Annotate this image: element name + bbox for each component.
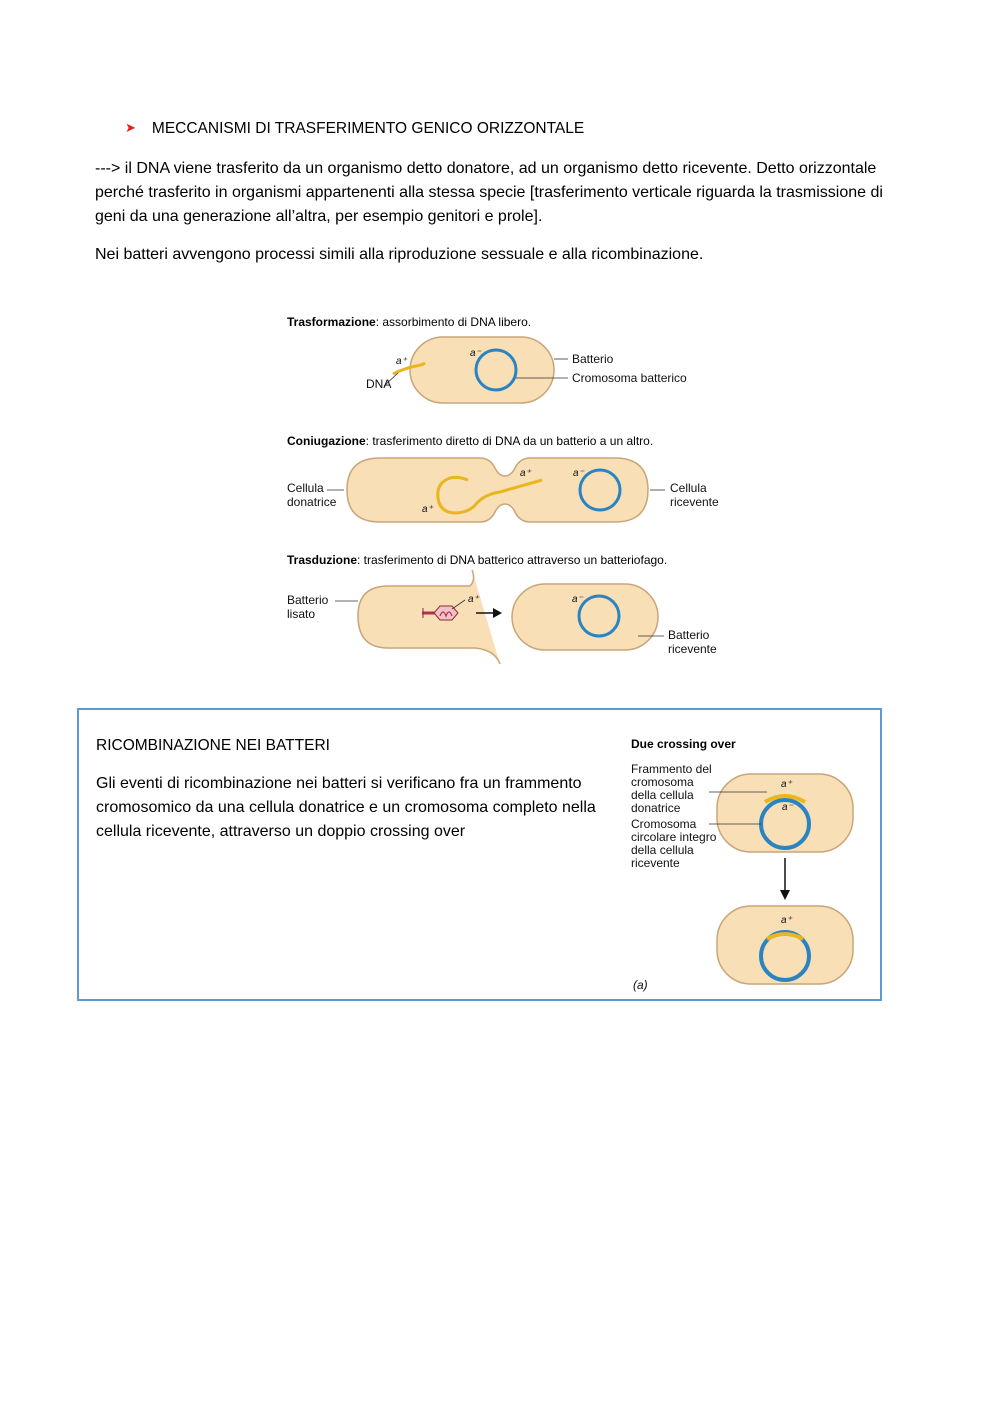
label-frammento-3: della cellula (631, 788, 694, 802)
label-batterio-ricevente-2: ricevente (668, 642, 717, 656)
gene-a-plus-recipient: a⁺ (520, 468, 531, 479)
panel-coniugazione (287, 434, 719, 522)
figure-title: Due crossing over (631, 737, 736, 751)
lysed-bacterium (358, 570, 500, 664)
label-cromosoma-4: ricevente (631, 856, 680, 870)
horizontal-gene-transfer-figure (280, 308, 730, 670)
gene-a-minus: a⁻ (470, 348, 481, 359)
coniugazione-title-bold: Coniugazione (287, 434, 366, 448)
panel-trasduzione (287, 553, 717, 664)
trasformazione-title-rest: : assorbimento di DNA libero. (375, 315, 532, 329)
bacterium-cell (410, 337, 554, 403)
label-dna: DNA (366, 377, 392, 391)
panel-label: (a) (633, 978, 648, 992)
conjugating-cells (347, 458, 648, 522)
arrowhead-bullet-icon: ➤ (125, 120, 136, 135)
label-batterio: Batterio (572, 352, 614, 366)
svg-text:Trasformazione: assorbimento d (287, 315, 531, 329)
label-frammento-1: Frammento del (631, 762, 712, 776)
trasformazione-title-bold: Trasformazione (287, 315, 376, 329)
trasduzione-title-rest: : trasferimento di DNA batterico attraverso un batteriofago. (357, 553, 668, 567)
svg-text:Coniugazione: trasferimento di (287, 434, 653, 448)
label-frammento-4: donatrice (631, 801, 681, 815)
gene-a-minus: a⁻ (782, 802, 793, 813)
label-batterio-lisato-1: Batterio (287, 593, 329, 607)
panel-trasformazione (287, 315, 687, 403)
label-cellula-ricevente-1: Cellula (670, 481, 707, 495)
label-cromosoma-3: della cellula (631, 843, 694, 857)
label-cromosoma-batterico: Cromosoma batterico (572, 371, 687, 385)
gene-a-plus-recombinant: a⁺ (781, 915, 792, 926)
section-heading (125, 120, 584, 138)
label-cromosoma-1: Cromosoma (631, 817, 697, 831)
arrow-down-icon (780, 890, 790, 900)
gene-a-minus: a⁻ (572, 594, 583, 605)
label-batterio-ricevente-1: Batterio (668, 628, 710, 642)
svg-text:Trasduzione: trasferimento di (287, 553, 667, 567)
label-cromosoma-2: circolare integro (631, 830, 717, 844)
gene-a-minus: a⁻ (573, 468, 584, 479)
arrow-right-icon (493, 608, 502, 618)
label-frammento-2: cromosoma (631, 775, 694, 789)
paragraph-definition: ---> il DNA viene trasferito da un organismo detto donatore, ad un organismo detto ricevente. Detto orizzontale perché trasferito in organismi appartenenti alla stessa specie [trasferimento verticale riguarda la trasmissione di geni da una generazione all’altra, per esempio genitori e prole]. (95, 160, 883, 225)
label-cellula-ricevente-2: ricevente (670, 495, 719, 509)
box-text: Gli eventi di ricombinazione nei batteri si verificano fra un frammento cromosomico da una cellula donatrice e un cromosoma completo nella cellula ricevente, attraverso un doppio crossing over (96, 775, 596, 840)
double-crossing-over-figure (627, 732, 867, 997)
gene-a-plus-fragment: a⁺ (781, 779, 792, 790)
recipient-bacterium (512, 584, 658, 650)
label-batterio-lisato-2: lisato (287, 607, 316, 621)
trasduzione-title-bold: Trasduzione (287, 553, 358, 567)
gene-a-plus: a⁺ (468, 594, 479, 605)
recombination-box (77, 708, 882, 1001)
label-cellula-donatrice-1: Cellula (287, 481, 324, 495)
label-cellula-donatrice-2: donatrice (287, 495, 337, 509)
gene-a-plus-donor: a⁺ (422, 504, 433, 515)
coniugazione-title-rest: : trasferimento diretto di DNA da un batterio a un altro. (365, 434, 654, 448)
gene-a-plus: a⁺ (396, 356, 407, 367)
box-title: RICOMBINAZIONE NEI BATTERI (96, 737, 330, 754)
paragraph-bacteria: Nei batteri avvengono processi simili alla riproduzione sessuale e alla ricombinazione. (95, 246, 704, 263)
heading-text: MECCANISMI DI TRASFERIMENTO GENICO ORIZZONTALE (151, 120, 585, 137)
